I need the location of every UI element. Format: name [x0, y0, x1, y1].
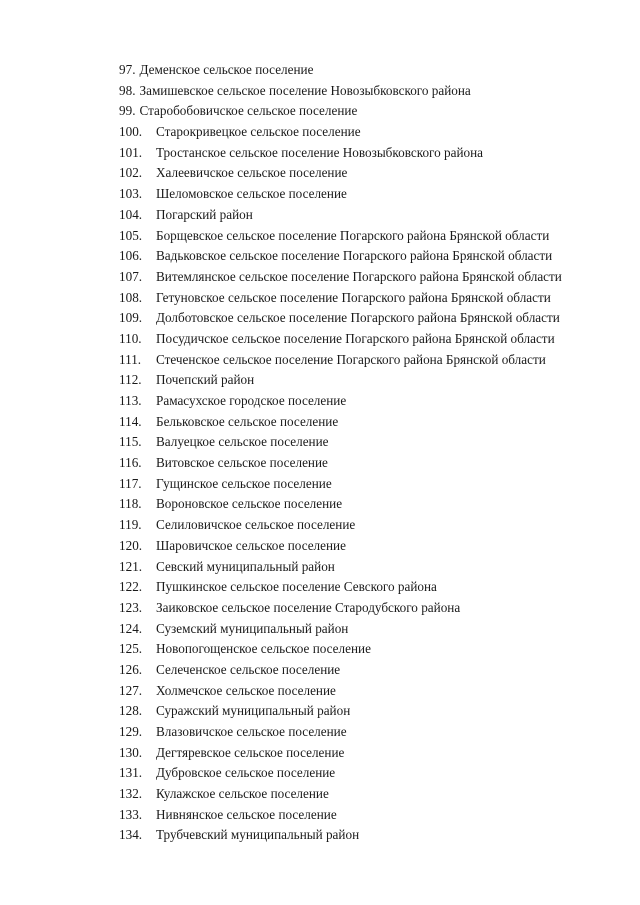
item-number: 119. — [119, 517, 142, 533]
list-item — [119, 743, 619, 764]
list-item — [119, 557, 619, 578]
item-number: 104. — [119, 206, 143, 222]
item-number: 129. — [119, 724, 143, 739]
item-number: 124. — [119, 620, 143, 636]
item-text: Шаровичское сельское поселение — [156, 537, 346, 553]
list-item — [119, 598, 619, 619]
item-text: Новопогощенское сельское поселение — [156, 641, 371, 657]
item-text: Стеченское сельское поселение Погарского района Брянской области — [156, 351, 546, 367]
list-item — [119, 660, 619, 681]
item-number: 97. — [119, 62, 136, 77]
list-item — [119, 288, 619, 309]
item-number: 111. — [119, 351, 142, 367]
list-item — [119, 763, 619, 784]
list-item — [119, 81, 619, 102]
list-item — [119, 184, 619, 205]
item-number: 122. — [119, 579, 143, 595]
item-text: Нивнянское сельское поселение — [156, 806, 337, 822]
list-item — [119, 805, 619, 826]
item-number: 128. — [119, 703, 143, 719]
item-text: Вадьковское сельское поселение Погарского района Брянской области — [156, 248, 553, 264]
item-number: 103. — [119, 186, 143, 202]
item-number: 110. — [119, 330, 142, 346]
list-item — [119, 515, 619, 536]
item-text: Витемлянское сельское поселение Погарского района Брянской области — [156, 268, 562, 284]
list-item — [119, 784, 619, 805]
item-text: Вороновское сельское поселение — [156, 496, 343, 512]
item-text: Заиковское сельское поселение Стародубского района — [156, 599, 461, 615]
item-text: Валуецкое сельское поселение — [156, 434, 329, 450]
item-text: Почепский район — [156, 372, 255, 388]
item-number: 134. — [119, 827, 143, 843]
item-text: Погарский район — [156, 206, 253, 222]
item-text: Гущинское сельское поселение — [156, 475, 332, 491]
item-number: 130. — [119, 744, 143, 760]
list-item — [119, 681, 619, 702]
item-text: Севский муниципальный район — [156, 558, 335, 574]
list-item — [119, 163, 619, 184]
item-text: Халеевичское сельское поселение — [156, 165, 348, 181]
item-number: 114. — [119, 413, 142, 429]
list-item — [119, 101, 619, 122]
item-text: Деменское сельское поселение — [139, 62, 314, 77]
settlement-list — [119, 60, 619, 846]
list-item — [119, 350, 619, 371]
item-number: 100. — [119, 124, 143, 140]
item-number: 131. — [119, 765, 143, 781]
item-text: Селиловичское сельское поселение — [156, 517, 356, 533]
item-text: Борщевское сельское поселение Погарского района Брянской области — [156, 227, 550, 243]
item-text: Долботовское сельское поселение Погарского района Брянской области — [156, 310, 560, 326]
item-number: 106. — [119, 248, 143, 264]
item-number: 127. — [119, 682, 143, 698]
list-item — [119, 267, 619, 288]
list-item — [119, 701, 619, 722]
item-text: Холмечское сельское поселение — [156, 682, 336, 698]
item-number: 112. — [119, 372, 142, 388]
list-item — [119, 639, 619, 660]
item-text: Рамасухское городское поселение — [156, 393, 347, 408]
item-text: Старобобовичское сельское поселение — [139, 103, 358, 119]
list-item — [119, 722, 619, 743]
item-number: 123. — [119, 599, 143, 615]
item-number: 117. — [119, 475, 142, 491]
item-number: 108. — [119, 289, 143, 305]
item-number: 99. — [119, 103, 136, 119]
list-item — [119, 432, 619, 453]
list-item — [119, 453, 619, 474]
item-number: 121. — [119, 558, 143, 574]
list-item — [119, 246, 619, 267]
item-text: Влазовичское сельское поселение — [156, 724, 347, 739]
list-item — [119, 536, 619, 557]
list-item — [119, 494, 619, 515]
item-number: 126. — [119, 661, 143, 677]
item-text: Замишевское сельское поселение Новозыбковского района — [139, 82, 471, 98]
item-number: 115. — [119, 434, 142, 450]
item-text: Суражский муниципальный район — [156, 703, 351, 719]
item-text: Трубчевский муниципальный район — [156, 827, 360, 843]
item-text: Дегтяревское сельское поселение — [156, 744, 345, 760]
list-item — [119, 577, 619, 598]
list-item — [119, 412, 619, 433]
list-item — [119, 205, 619, 226]
item-text: Кулажское сельское поселение — [156, 786, 329, 802]
item-number: 125. — [119, 641, 143, 657]
item-number: 107. — [119, 268, 143, 284]
item-number: 102. — [119, 165, 143, 181]
item-text: Дубровское сельское поселение — [156, 765, 336, 781]
item-number: 120. — [119, 537, 143, 553]
list-item — [119, 226, 619, 247]
item-text: Посудичское сельское поселение Погарского района Брянской области — [156, 330, 555, 346]
item-number: 98. — [119, 82, 136, 98]
list-item — [119, 619, 619, 640]
list-item — [119, 370, 619, 391]
item-number: 132. — [119, 786, 143, 802]
item-text: Пушкинское сельское поселение Севского района — [156, 579, 437, 595]
list-item — [119, 391, 619, 412]
item-number: 133. — [119, 806, 143, 822]
item-text: Витовское сельское поселение — [156, 455, 328, 471]
item-number: 105. — [119, 227, 143, 243]
list-item — [119, 60, 619, 81]
item-number: 116. — [119, 455, 142, 471]
list-item — [119, 825, 619, 846]
item-text: Старокривецкое сельское поселение — [156, 124, 361, 140]
list-item — [119, 474, 619, 495]
item-text: Гетуновское сельское поселение Погарского района Брянской области — [156, 289, 551, 305]
list-item — [119, 308, 619, 329]
item-text: Тростанское сельское поселение Новозыбковского района — [156, 144, 484, 160]
item-number: 118. — [119, 496, 142, 512]
list-item — [119, 329, 619, 350]
item-text: Шеломовское сельское поселение — [156, 186, 347, 202]
list-item — [119, 122, 619, 143]
item-text: Бельковское сельское поселение — [156, 413, 339, 429]
item-text: Селеченское сельское поселение — [156, 661, 341, 677]
item-number: 113. — [119, 393, 142, 408]
item-number: 101. — [119, 144, 143, 160]
item-text: Суземский муниципальный район — [156, 620, 349, 636]
list-item — [119, 143, 619, 164]
item-number: 109. — [119, 310, 143, 326]
